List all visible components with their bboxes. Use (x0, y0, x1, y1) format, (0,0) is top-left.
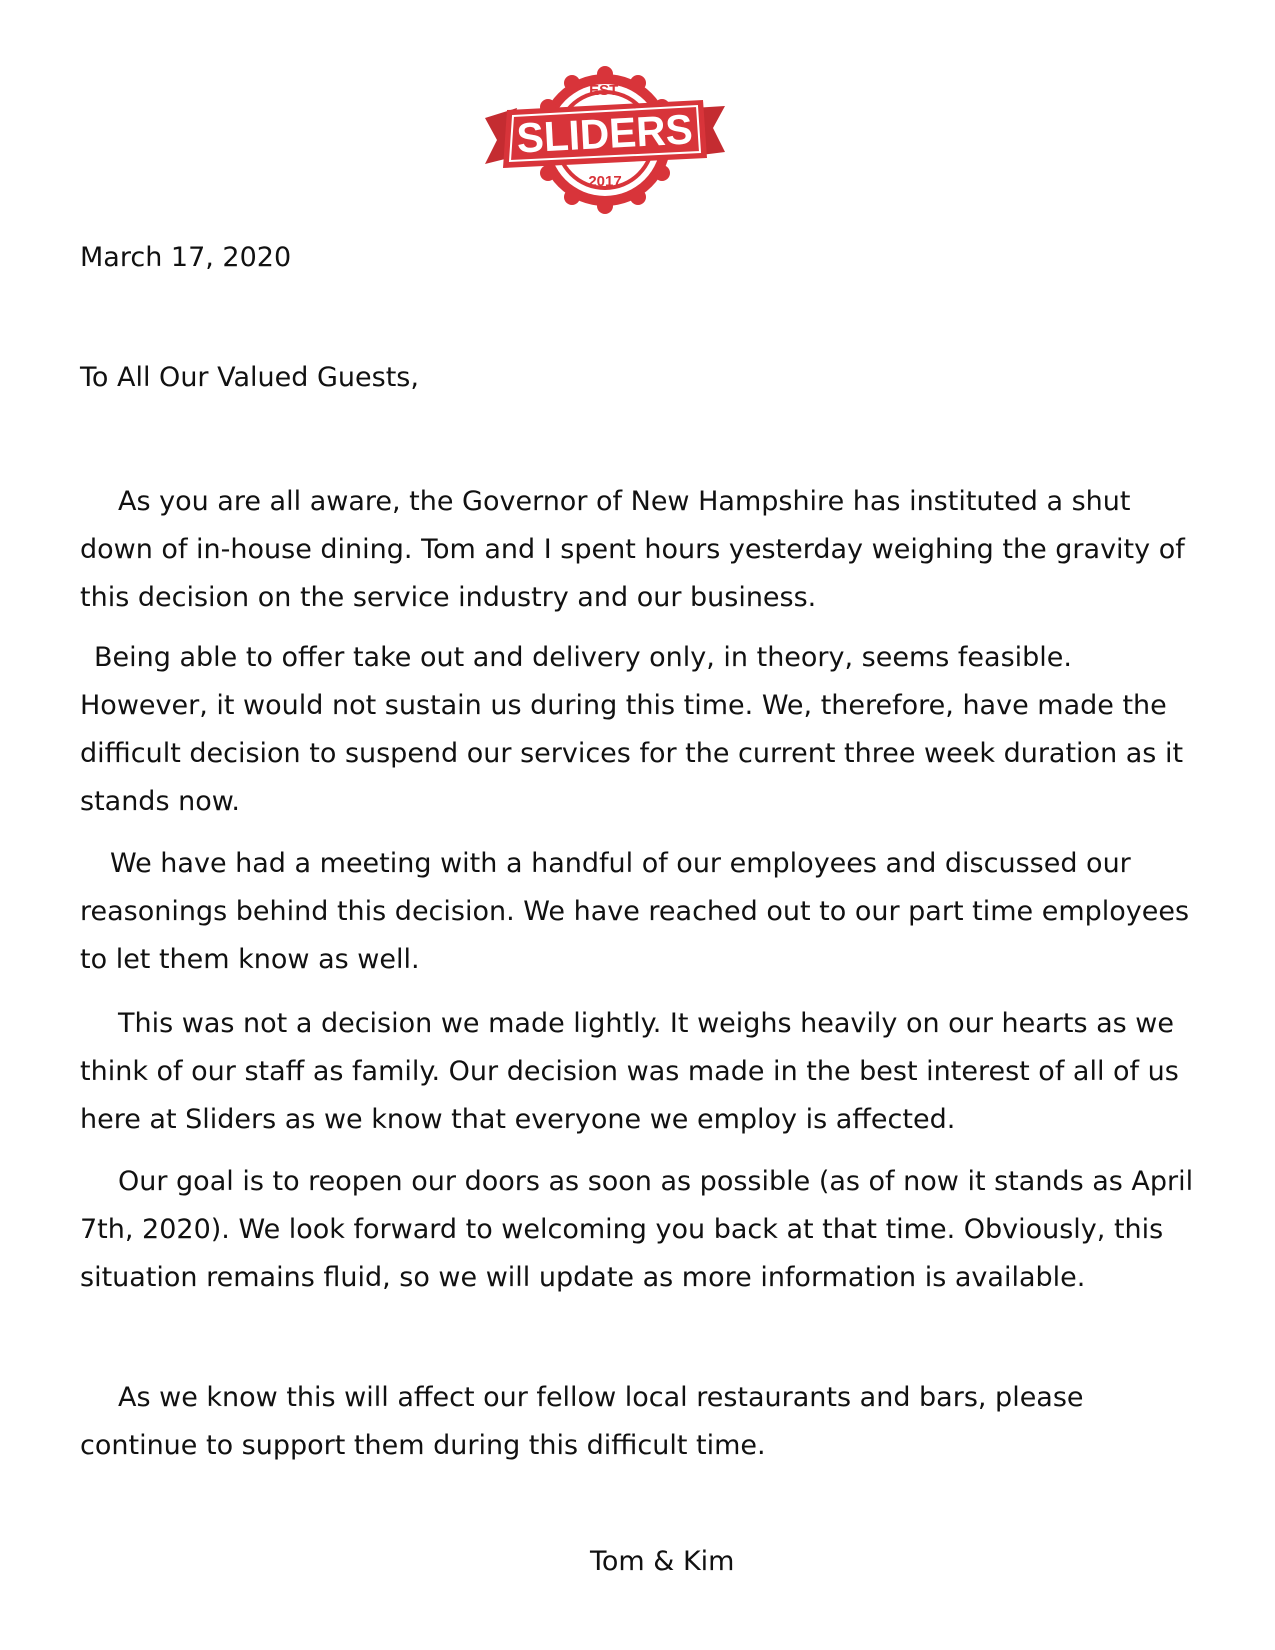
letter-paragraph: As you are all aware, the Governor of New Hampshire has instituted a shut down of in-house dining. Tom and I spent hours yesterday weighing the gravity of this decision on the service industry and our business. (80, 486, 1185, 613)
logo-main-text: SLIDERS (515, 105, 700, 162)
letter-date: March 17, 2020 (80, 242, 292, 273)
sliders-logo (485, 60, 725, 220)
letter-paragraph: Being able to offer take out and delivery only, in theory, seems feasible. However, it would not sustain us during this time. We, therefore, have made the difficult decision to suspend our services for the current three week duration as it stands now. (80, 642, 1184, 817)
letter-paragraph: We have had a meeting with a handful of our employees and discussed our reasonings behind this decision. We have reached out to our part time employees to let them know as well. (80, 848, 1190, 975)
logo-bottom-text: 2017 (588, 173, 622, 190)
letter-signature: Tom & Kim (590, 1546, 735, 1577)
letter-paragraph: This was not a decision we made lightly. It weighs heavily on our hearts as we think of our staff as family. Our decision was made in the best interest of all of us here at Sliders as we know that everyone we employ is affected. (80, 1008, 1179, 1135)
letter-paragraph: As we know this will affect our fellow local restaurants and bars, please continue to support them during this difficult time. (80, 1382, 1084, 1461)
logo-top-text: EST. (589, 82, 621, 99)
sliders-logo-graphic (485, 60, 725, 220)
letter-salutation: To All Our Valued Guests, (80, 362, 419, 393)
letter-paragraph: Our goal is to reopen our doors as soon as possible (as of now it stands as April 7th, 2020). We look forward to welcoming you back at that time. Obviously, this situation remains fluid, so we will update as more information is available. (80, 1166, 1194, 1293)
